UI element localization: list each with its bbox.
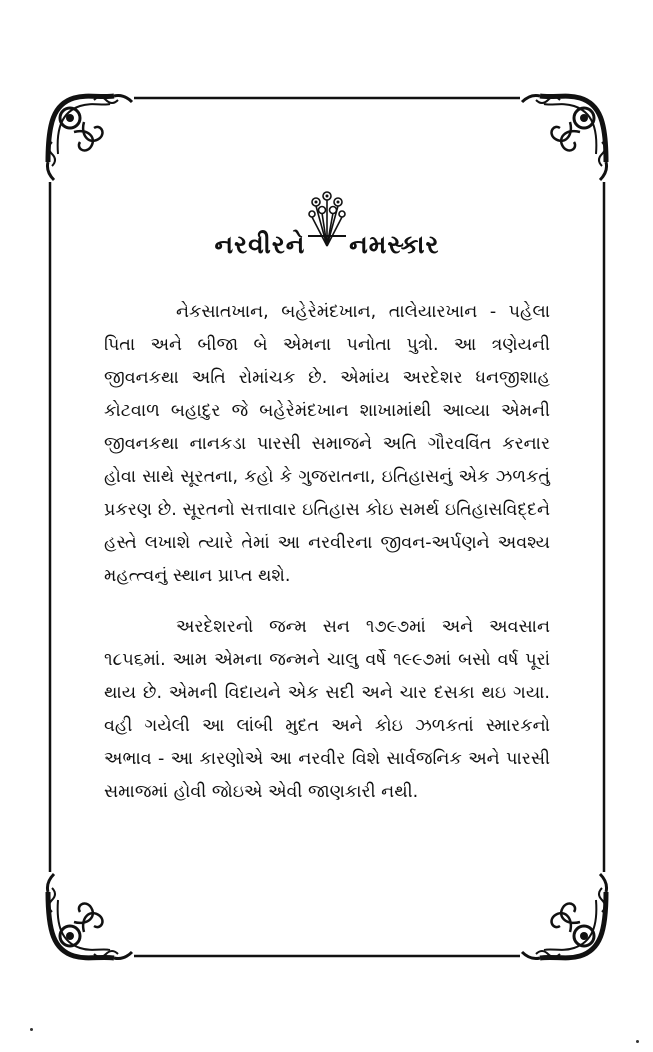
paragraph-2: અરદેશરનો જન્મ સન ૧૭૯૭માં અને અવસાન ૧૮૫૬માં. આમ એમના જન્મને ચાલુ વર્ષે ૧૯૯૭માં બસો વર્ષ પૂરાં થાય છે. એમની વિદાયને એક સદી અને ચાર દસકા થઇ ગયા. વહી ગયેલી આ લાંબી મુદત અને કોઇ ઝળકતાં સ્મારકનો અભાવ - આ કારણોએ આ નરવીર વિશે સાર્વજનિક અને પારસી સમાજમાં હોવી જોઇએ એવી જાણકારી નથી. [104, 617, 550, 802]
body-text [104, 296, 550, 827]
title-block [44, 188, 610, 268]
corner-top-right-icon [522, 95, 607, 180]
title-part2: નમસ્કાર [349, 230, 440, 259]
title-part1: નરવીરને [214, 230, 306, 259]
speck [636, 1040, 639, 1043]
corner-bottom-left-icon [47, 874, 132, 959]
corner-bottom-right-icon [522, 874, 607, 959]
corner-top-left-icon [47, 95, 132, 180]
ornamental-frame [44, 92, 610, 962]
speck [30, 1028, 33, 1031]
paragraph-1: નેકસાતખાન, બહેરેમંદખાન, તાલેયારખાન - પહેલા પિતા અને બીજા બે એમના પનોતા પુત્રો. આ ત્રણેયની જીવનકથા અતિ રોમાંચક છે. એમાંય અરદેશર ધનજીશાહ કોટવાળ બહાદુર જે બહેરેમંદખાન શાખામાંથી આવ્યા એમની જીવનકથા નાનકડા પારસી સમાજને અતિ ગૌરવવિંત કરનાર હોવા સાથે સૂરતના, કહો કે ગુજરાતના, ઇતિહાસનું એક ઝળકતું પ્રકરણ છે. સૂરતનો સત્તાવાર ઇતિહાસ કોઇ સમર્થ ઇતિહાસવિદ્દને હસ્તે લખાશે ત્યારે તેમાં આ નરવીરના જીવન-અર્પણને અવશ્ય મહત્ત્વનું સ્થાન પ્રાપ્ત થશે. [104, 302, 550, 586]
page-title [44, 230, 610, 260]
